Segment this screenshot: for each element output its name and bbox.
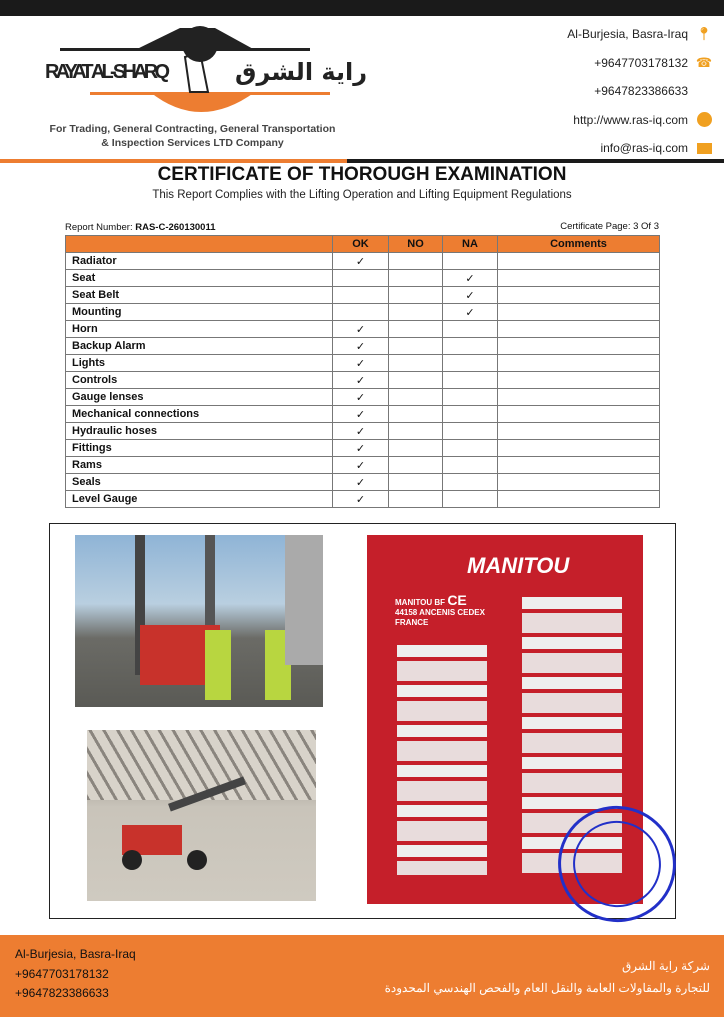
no-cell (389, 287, 443, 304)
ok-cell: ✓ (333, 491, 389, 508)
na-cell (443, 457, 498, 474)
na-cell (443, 440, 498, 457)
na-cell (443, 423, 498, 440)
comments-cell (498, 372, 660, 389)
ok-cell: ✓ (333, 406, 389, 423)
contact-address: Al-Burjesia, Basra-Iraq 📍︎ (567, 26, 713, 42)
table-row (66, 406, 660, 423)
item-name: Lights (66, 355, 333, 372)
comments-cell (498, 491, 660, 508)
na-cell: ✓ (443, 270, 498, 287)
no-cell (389, 474, 443, 491)
ok-cell: ✓ (333, 457, 389, 474)
page-subtitle: This Report Complies with the Lifting Operation and Lifting Equipment Regulations (152, 189, 572, 201)
item-name: Rams (66, 457, 333, 474)
table-row (66, 304, 660, 321)
item-name: Seals (66, 474, 333, 491)
table-row (66, 491, 660, 508)
item-name: Controls (66, 372, 333, 389)
na-cell: ✓ (443, 287, 498, 304)
comments-cell (498, 474, 660, 491)
table-row (66, 372, 660, 389)
ok-cell: ✓ (333, 355, 389, 372)
item-name: Mounting (66, 304, 333, 321)
table-row (66, 440, 660, 457)
table-row (66, 474, 660, 491)
company-logo (40, 22, 368, 122)
na-cell (443, 406, 498, 423)
item-name: Horn (66, 321, 333, 338)
no-cell (389, 440, 443, 457)
na-cell (443, 372, 498, 389)
contact-list (567, 20, 712, 163)
item-name: Backup Alarm (66, 338, 333, 355)
divider-dark (347, 159, 724, 163)
photo-panel (49, 523, 676, 919)
site-photo-workers (75, 535, 323, 707)
no-cell (389, 253, 443, 270)
no-cell (389, 355, 443, 372)
no-cell (389, 457, 443, 474)
item-name: Seat Belt (66, 287, 333, 304)
item-name: Mechanical connections (66, 406, 333, 423)
footer (0, 935, 724, 1017)
table-row (66, 423, 660, 440)
envelope-icon (696, 140, 712, 156)
svg-text:RAYAT AL-SHARQ: RAYAT AL-SHARQ (45, 61, 170, 83)
comments-cell (498, 270, 660, 287)
no-cell (389, 389, 443, 406)
item-name: Radiator (66, 253, 333, 270)
report-number: Report Number: RAS-C-260130011 (65, 222, 216, 233)
contact-email[interactable]: info@ras-iq.com (567, 134, 712, 163)
comments-cell (498, 355, 660, 372)
divider-orange (0, 159, 347, 163)
table-row (66, 253, 660, 270)
comments-cell (498, 287, 660, 304)
table-row (66, 457, 660, 474)
item-name: Hydraulic hoses (66, 423, 333, 440)
ok-cell: ✓ (333, 253, 389, 270)
contact-phone-2: +9647823386633 (594, 84, 688, 99)
comments-cell (498, 423, 660, 440)
table-row (66, 270, 660, 287)
no-cell (389, 321, 443, 338)
ok-cell: ✓ (333, 423, 389, 440)
ok-cell: ✓ (333, 338, 389, 355)
ok-cell: ✓ (333, 440, 389, 457)
no-cell (389, 372, 443, 389)
phone-icon: ☎ (695, 54, 713, 70)
item-name: Gauge lenses (66, 389, 333, 406)
no-cell (389, 491, 443, 508)
no-cell (389, 270, 443, 287)
comments-cell (498, 389, 660, 406)
no-cell (389, 423, 443, 440)
comments-cell (498, 440, 660, 457)
inspection-table (65, 235, 660, 508)
table-row (66, 338, 660, 355)
ok-cell: ✓ (333, 372, 389, 389)
ok-cell: ✓ (333, 321, 389, 338)
svg-text:راية الشرق: راية الشرق (235, 58, 368, 86)
company-tagline: For Trading, General Contracting, General Transportation & Inspection Services LTD Company (49, 123, 336, 149)
item-name: Seat (66, 270, 333, 287)
na-cell (443, 389, 498, 406)
no-cell (389, 338, 443, 355)
ok-cell (333, 270, 389, 287)
top-bar (0, 0, 724, 16)
table-row (66, 355, 660, 372)
contact-phone-1: +9647703178132 ☎ (594, 54, 713, 70)
na-cell (443, 321, 498, 338)
ok-cell (333, 287, 389, 304)
comments-cell (498, 253, 660, 270)
footer-contacts: Al-Burjesia, Basra-Iraq +9647703178132 +9647823386633 (15, 947, 136, 1000)
ok-cell: ✓ (333, 389, 389, 406)
na-cell: ✓ (443, 304, 498, 321)
no-cell (389, 406, 443, 423)
na-cell (443, 338, 498, 355)
manitou-data-plate: MANITOU MANITOU BF CE 44158 ANCENIS CEDEX FRANCE (367, 535, 643, 904)
comments-cell (498, 457, 660, 474)
comments-cell (498, 304, 660, 321)
table-row (66, 389, 660, 406)
table-header: OK NO NA Comments (66, 236, 660, 253)
ok-cell (333, 304, 389, 321)
na-cell (443, 474, 498, 491)
table-row (66, 287, 660, 304)
no-cell (389, 304, 443, 321)
site-photo-boom-lift (87, 730, 316, 901)
na-cell (443, 355, 498, 372)
comments-cell (498, 321, 660, 338)
contact-website[interactable]: http://www.ras-iq.com (567, 106, 712, 135)
comments-cell (498, 338, 660, 355)
location-pin-icon: 📍︎ (695, 26, 713, 42)
page-title: CERTIFICATE OF THOROUGH EXAMINATION (157, 164, 567, 185)
certificate-page: Certificate Page: 3 Of 3 (560, 221, 659, 232)
na-cell (443, 253, 498, 270)
table-row (66, 321, 660, 338)
ok-cell: ✓ (333, 474, 389, 491)
na-cell (443, 491, 498, 508)
item-name: Level Gauge (66, 491, 333, 508)
comments-cell (498, 406, 660, 423)
item-name: Fittings (66, 440, 333, 457)
footer-arabic: شركة راية الشرق للتجارة والمقاولات العامة والنقل العام والفحص الهندسي المحدودة (384, 959, 710, 995)
globe-icon (696, 112, 712, 128)
